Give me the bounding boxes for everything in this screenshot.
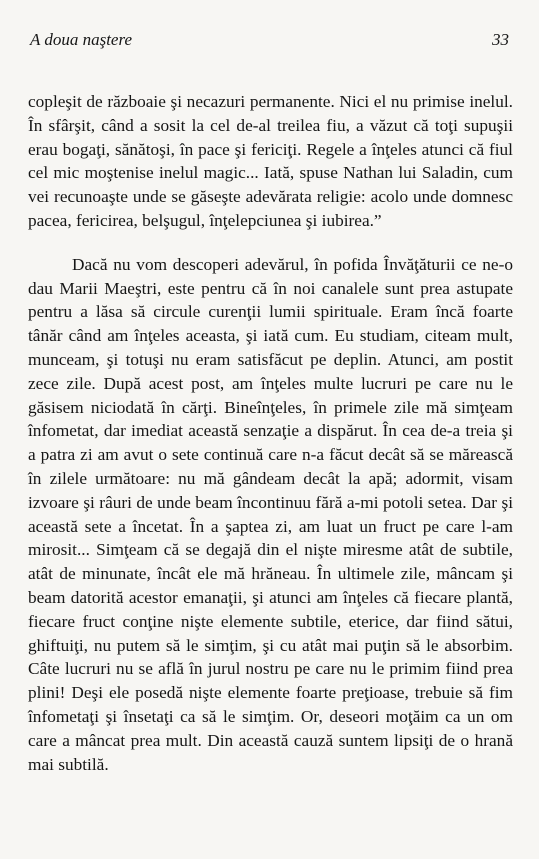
paragraph-continuation: copleşit de războaie şi necazuri permanente. Nici el nu primise inelul. În sfârşit, când a sosit la cel de-al treilea fiu, a văzut că toţi supuşii erau bogaţi, sănătoşi, în pace şi fericiţi. Regele a înţeles atunci că fiul cel mic moştenise inelul magic... Iată, spuse Nathan lui Saladin, cum vei recunoaşte unde se găseşte adevărata religie: acolo unde domnesc pacea, fericirea, belşugul, înţelepciunea şi iubirea.” bbox=[28, 92, 513, 230]
page-number: 33 bbox=[492, 30, 509, 49]
page-header bbox=[28, 26, 513, 56]
running-title: A doua naştere bbox=[30, 30, 132, 49]
page-body bbox=[28, 90, 513, 776]
paragraph-fasting-story: Dacă nu vom descoperi adevărul, în pofida Învăţăturii ce ne-o dau Marii Maeştri, este pentru că în noi canalele sunt prea astupate pentru a lăsa să circule curenţii lumii spirituale. Eram încă foarte tânăr când am înţeles aceasta, şi iată cum. Eu studiam, citeam mult, munceam, şi totuşi nu eram satisfăcut pe deplin. Atunci, am postit zece zile. După acest post, am înţeles multe lucruri pe care nu le găsisem niciodată în cărţi. Bineînţeles, în primele zile mă simţeam înfometat, dar imediat această senzaţie a dispărut. În cea de-a treia şi a patra zi am avut o sete continuă care n-a făcut decât să se mărească în zilele următoare: nu mă gândeam decât la apă; adormit, visam izvoare şi râuri de unde beam încontinuu fără a-mi potoli setea. Dar şi această sete a încetat. În a şaptea zi, am luat un fruct pe care l-am mirosit... Simţeam că se degajă din el nişte miresme atât de subtile, atât de minunate, încât ele mă hrăneau. În ultimele zile, mâncam şi beam datorită acestor emanaţii, şi atunci am înţeles că fiecare plantă, fiecare fruct conţine nişte elemente subtile, eterice, dar fiind sătui, ghiftuiţi, nu putem să le simţim, şi cu atât mai puţin să le absorbim. Câte lucruri nu se află în jurul nostru pe care nu le primim fiind prea plini! Deşi ele posedă nişte elemente foarte preţioase, trebuie să fim înfometaţi şi însetaţi ca să le simţim. Or, deseori moţăim ca un om care a mâncat prea mult. Din această cauză suntem lipsiţi de o hrană mai subtilă. bbox=[28, 254, 513, 774]
